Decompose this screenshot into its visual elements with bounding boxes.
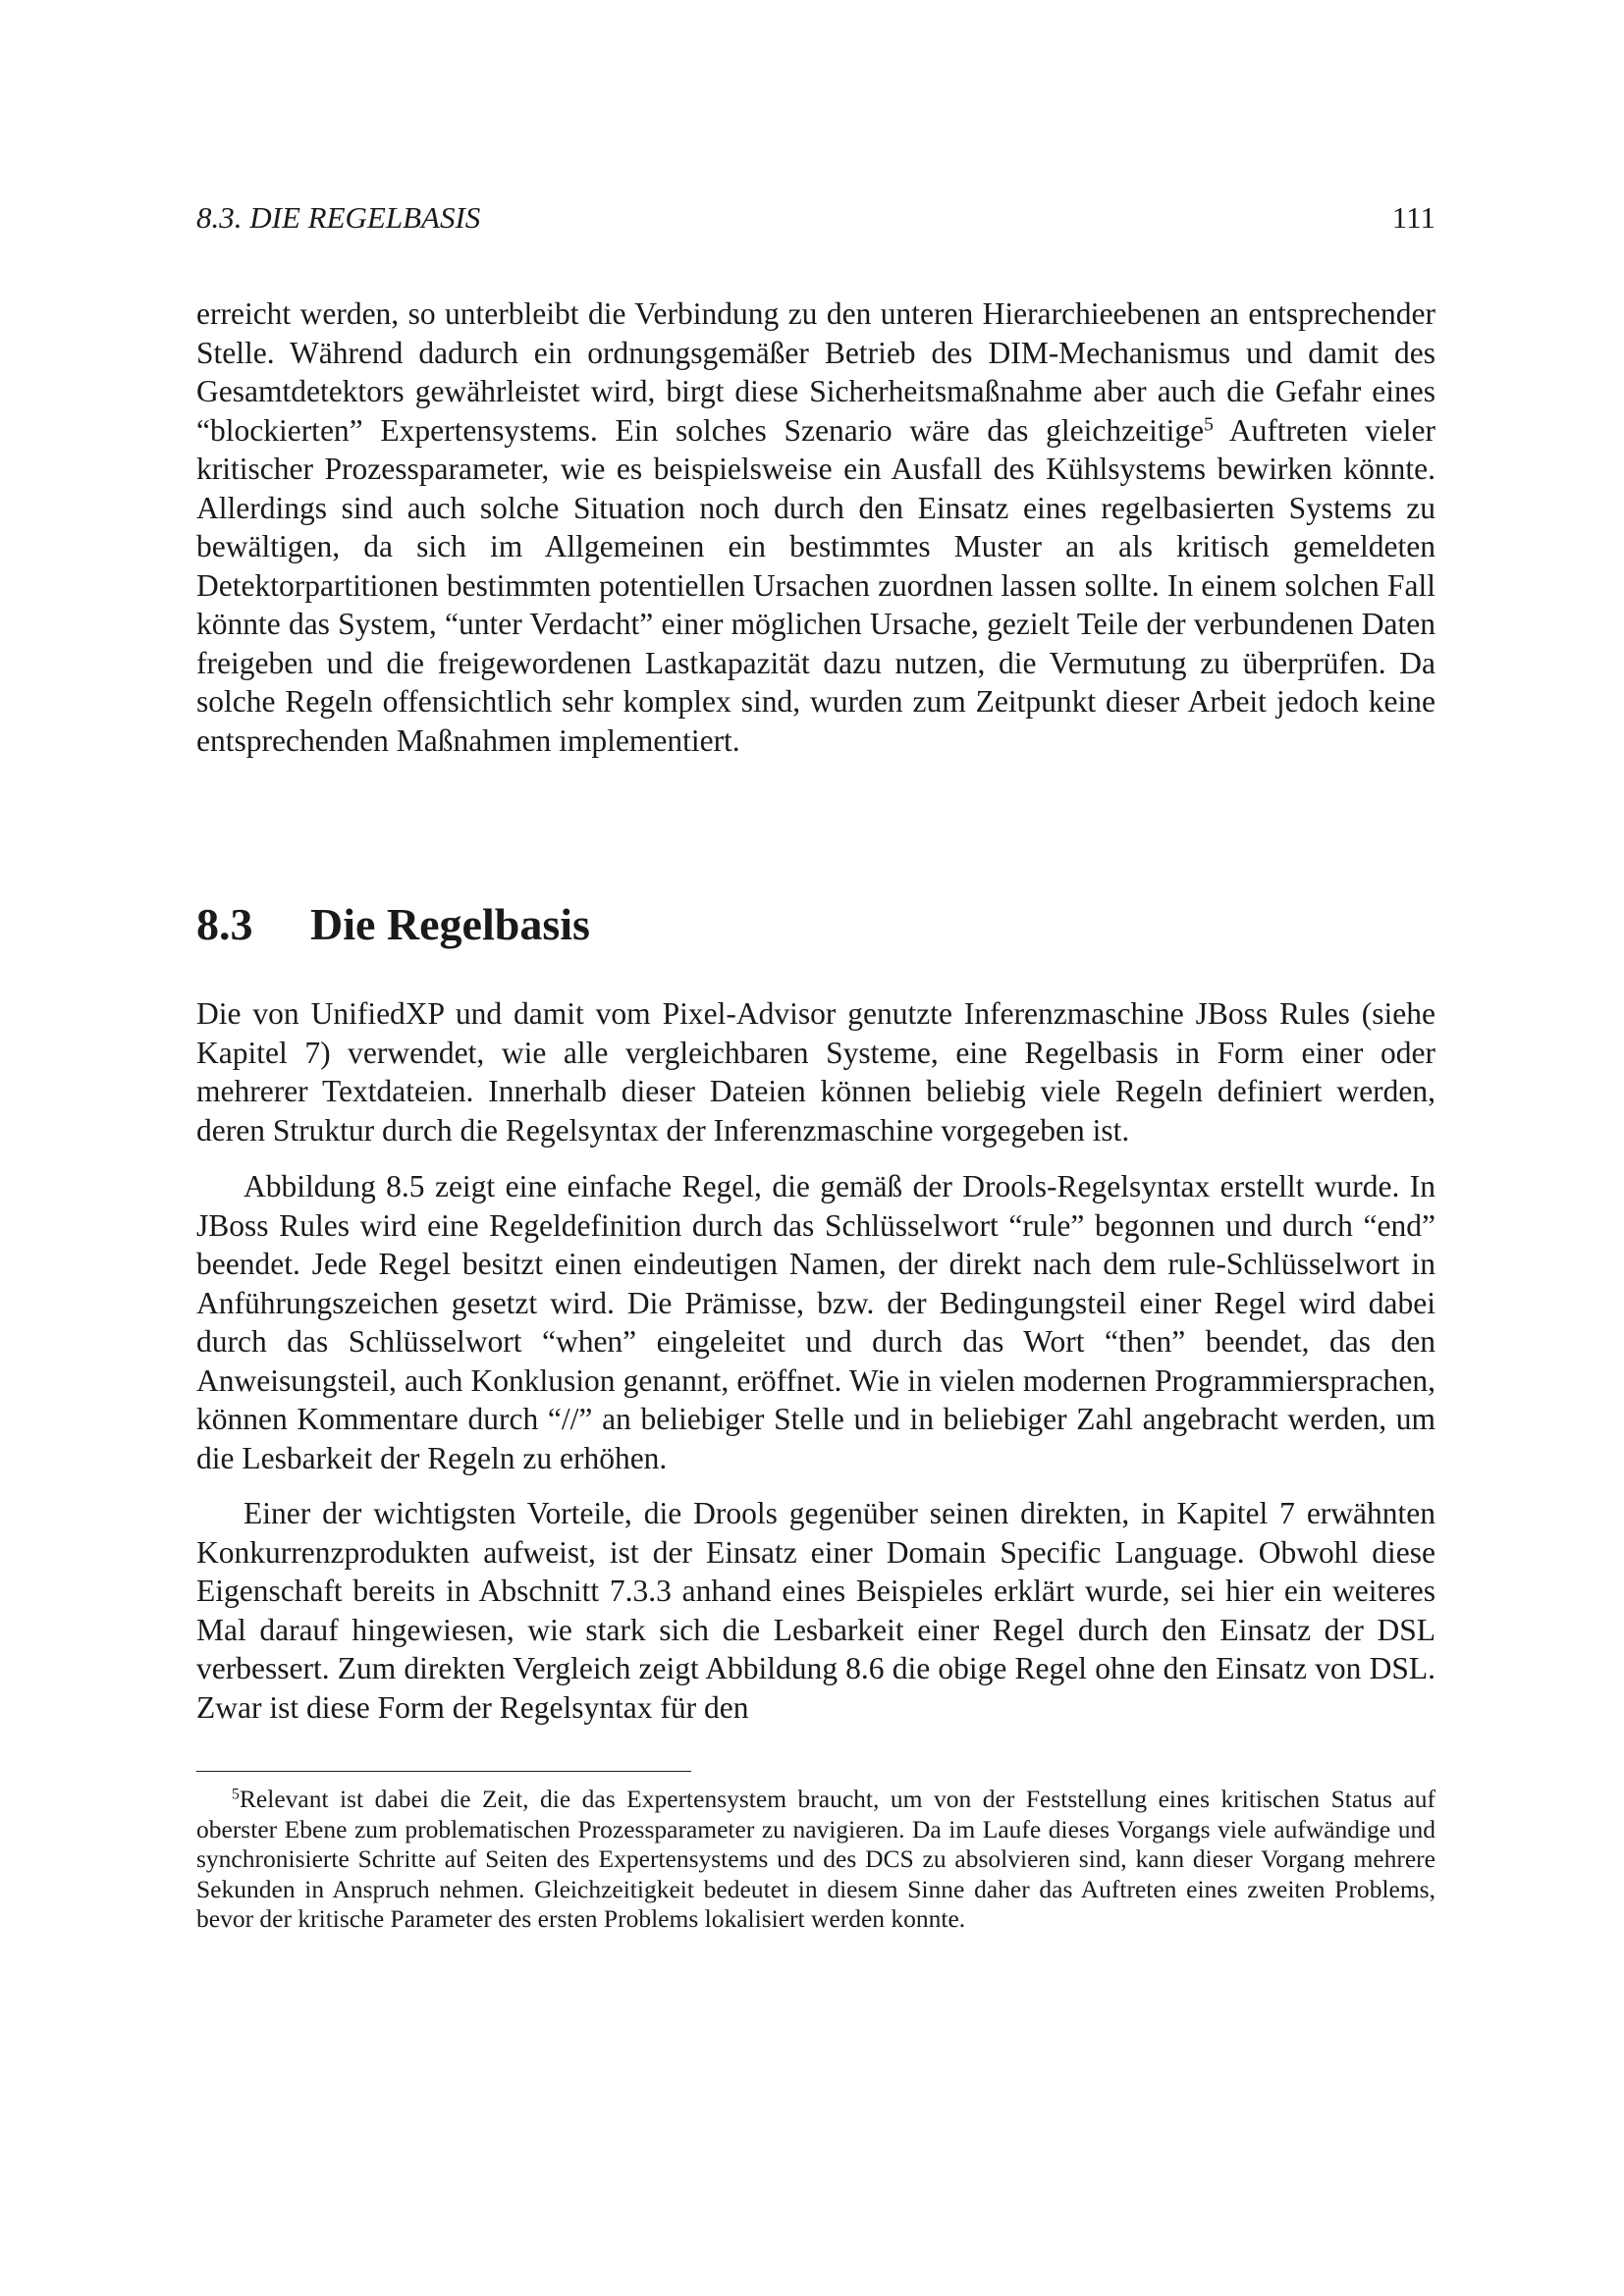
section-number: 8.3	[196, 899, 253, 949]
footnote-separator	[196, 1771, 691, 1772]
footnote-text: Relevant ist dabei die Zeit, die das Expertensystem braucht, um von der Feststellung eines kritischen Status auf oberster Ebene zum problematischen Prozessparameter zu navigieren. Da im Laufe dieses Vorgangs viele aufwändige und synchronisierte Schritte auf Seiten des Expertensystems und des DCS zu absolvieren sind, kann dieser Vorgang mehrere Sekunden in Anspruch nehmen. Gleichzeitigkeit bedeutet in diesem Sinne daher das Auftreten eines zweiten Problems, bevor der kritische Parameter des ersten Problems lokalisiert werden konnte.	[196, 1785, 1435, 1933]
footnote-reference: 5	[1204, 413, 1214, 435]
footnote	[196, 1785, 1435, 1935]
paragraph-text: Auftreten vieler kritischer Prozessparameter, wie es beispielsweise ein Ausfall des Kühlsystems bewirken könnte. Allerdings sind auch solche Situation noch durch den Einsatz eines regelbasierten Systems zu bewältigen, da sich im Allgemeinen ein bestimmtes Muster an als kritisch gemeldeten Detektorpartitionen bestimmten potentiellen Ursachen zuordnen lassen sollte. In einem solchen Fall könnte das System, “unter Verdacht” einer möglichen Ursache, gezielt Teile der verbundenen Daten freigeben und die freigewordenen Lastkapazität dazu nutzen, die Vermutung zu überprüfen. Da solche Regeln offensichtlich sehr komplex sind, wurden zum Zeitpunkt dieser Arbeit jedoch keine entsprechenden Maßnahmen implementiert.	[196, 412, 1435, 758]
section-title: Die Regelbasis	[310, 899, 590, 949]
paragraph-intro: Die von UnifiedXP und damit vom Pixel-Advisor genutzte Inferenzmaschine JBoss Rules (siehe Kapitel 7) verwendet, wie alle vergleichbaren Systeme, eine Regelbasis in Form einer oder mehrerer Textdateien. Innerhalb dieser Dateien können beliebig viele Regeln definiert werden, deren Struktur durch die Regelsyntax der Inferenzmaschine vorgegeben ist.	[196, 996, 1435, 1148]
header-title: 8.3. DIE REGELBASIS	[196, 200, 481, 235]
paragraph-continued	[196, 294, 1435, 760]
paragraph-text: erreicht werden, so unterbleibt die Verbindung zu den unteren Hierarchieebenen an entsprechender Stelle. Während dadurch ein ordnungsgemäßer Betrieb des DIM-Mechanismus und damit des Gesamtdetektors gewährleistet wird, birgt diese Sicherheitsmaßnahme aber auch die Gefahr eines “blockierten” Expertensystems. Ein solches Szenario wäre das gleichzeitige	[196, 296, 1435, 448]
paragraph-dsl: Einer der wichtigsten Vorteile, die Drools gegenüber seinen direkten, in Kapitel 7 erwähnten Konkurrenzprodukten aufweist, ist der Einsatz einer Domain Specific Language. Obwohl diese Eigenschaft bereits in Abschnitt 7.3.3 anhand eines Beispieles erklärt wurde, sei hier ein weiteres Mal darauf hingewiesen, wie stark sich die Lesbarkeit einer Regel durch den Einsatz der DSL verbessert. Zum direkten Vergleich zeigt Abbildung 8.6 die obige Regel ohne den Einsatz von DSL. Zwar ist diese Form der Regelsyntax für den	[196, 1496, 1435, 1725]
footnote-mark: 5	[232, 1786, 240, 1803]
paragraph-rule-syntax: Abbildung 8.5 zeigt eine einfache Regel, die gemäß der Drools-Regelsyntax erstellt wurde. In JBoss Rules wird eine Regeldefinition durch das Schlüsselwort “rule” begonnen und durch “end” beendet. Jede Regel besitzt einen eindeutigen Namen, der direkt nach dem rule-Schlüsselwort in Anführungszeichen gesetzt wird. Die Prämisse, bzw. der Bedingungsteil einer Regel wird dabei durch das Schlüsselwort “when” eingeleitet und durch das Wort “then” beendet, das den Anweisungsteil, auch Konklusion genannt, eröffnet. Wie in vielen modernen Programmiersprachen, können Kommentare durch “//” an beliebiger Stelle und in beliebiger Zahl angebracht werden, um die Lesbarkeit der Regeln zu erhöhen.	[196, 1169, 1435, 1475]
running-header	[196, 196, 1435, 240]
section-heading	[196, 895, 590, 954]
page-number: 111	[1391, 200, 1435, 235]
